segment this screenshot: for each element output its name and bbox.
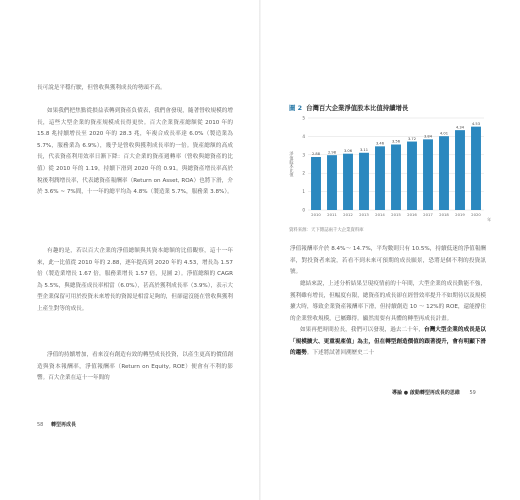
bar [375, 146, 385, 210]
left-paragraph-4: 淨值的持續增加，看來沒有創造有效的轉型成長投資，以產生更高的價值創造與資本報酬率，淨值報酬率（Return on Equity, ROE）便會有不利的影響。百大企業在這十一年間的 [37, 352, 233, 382]
left-page-number: 58 [37, 422, 44, 428]
data-label: 4.53 [471, 121, 481, 126]
x-tick-label: 2015 [391, 212, 401, 217]
data-label: 3.11 [359, 147, 369, 152]
data-label: 3.84 [423, 134, 433, 139]
bar [311, 157, 321, 210]
x-tick-label: 2011 [327, 212, 337, 217]
x-axis-label: 年 [487, 217, 491, 222]
data-label: 2.88 [311, 152, 321, 157]
bar [407, 142, 417, 210]
right-paragraph-3 [290, 325, 486, 360]
x-tick-label: 2020 [471, 212, 481, 217]
x-tick-label: 2013 [359, 212, 369, 217]
right-paragraph-1: 淨值報酬率介於 8.4%～ 14.7%，平均數則只有 10.5%，持續低迷的淨值報酬率，對投資者來說，若看不到未來可預期的成長願景，恐將是個不利的投資訊號。 [290, 246, 486, 276]
figure-title-text: 台灣百大企業淨值股本比值持續增長 [306, 104, 409, 112]
bar [439, 136, 449, 210]
bar [423, 139, 433, 210]
data-label: 3.72 [407, 136, 417, 141]
x-tick-label: 2019 [455, 212, 465, 217]
right-paragraph-3-emphasis: 台灣大型企業的成長是以「規模擴大、更重視產值」為主，但在轉型創造價值的跟著提升，會有明顯下滑的趨勢 [290, 327, 486, 357]
bar [343, 154, 353, 210]
left-paragraph-3: 有趣的是，若以百大企業的淨值總額與其資本總額的比值觀察，這十一年來，此一比值從 2010 年的 2.88，逐年提高到 2020 年的 4.53，增長為 1.57 倍（製造業增長 1.67 倍，服務業增長 1.57 倍，見圖 2）。淨值總額的 CAGR 為 5.5%，與總資產成長率相當（6.0%），甚高於獲利成長率（3.9%），表示大型企業保留可用於投資未來增長的資源是相當足夠的，但卻還沒能在營收與獲利上產生對等的成長。 [37, 248, 233, 312]
bar [391, 144, 401, 210]
y-tick-label: 2 [302, 170, 305, 176]
figure-number: 圖 2 [289, 104, 303, 112]
data-label: 4.01 [439, 131, 449, 136]
left-paragraph-1: 長可說是平穩行駛，但營收與獲利成長的勢頭不高。 [37, 85, 166, 91]
left-paragraph-2: 如果我們把焦點從損益表轉到資產負債表，我們會發現，隨著營收規模的增長，這些大型企業的資產規模成長得更快。百大企業資產總額從 2010 年的 15.8 兆持續增長至 2020 年的 28.3 兆，年複合成長率達 6.0%（製造業為 5.7%，服務業為 6.9%），幾乎是營收與獲利成長率的一倍。資產總額的高成長，代表資產利用效率日漸下降：百大企業的資產週轉率（營收與總資產的比值）從 2010 年的 1.19，持續下滑到 2020 年的 0.91。與總資產增長率高於稅後利潤增長率，代表總資產報酬率（Return on Asset, ROA）也將下滑，介於 3.6% ~ 7%間，十一年的總平均為 4.8%（製造業 5.7%，服務業 3.8%）。 [37, 108, 233, 196]
bar [327, 155, 337, 210]
data-label: 3.56 [391, 139, 401, 144]
bar-chart [286, 112, 494, 226]
data-label: 2.98 [327, 150, 337, 155]
right-running-head: 導論 ● 啟動轉型再成長的思維 [392, 390, 460, 396]
y-tick-label: 0 [302, 207, 305, 213]
right-footer [392, 389, 476, 396]
figure-source: 資料來源：天下雜誌兩千大企業資料庫 [289, 228, 364, 233]
bar [471, 127, 481, 210]
y-tick-label: 4 [302, 133, 305, 139]
y-axis-label: 淨值股本比值 [289, 151, 295, 177]
x-tick-label: 2014 [375, 212, 385, 217]
x-tick-label: 2017 [423, 212, 433, 217]
left-running-head: 轉型再成長 [50, 422, 76, 428]
figure-title [289, 103, 408, 112]
right-paragraph-3-end: 。下述將試著回溯歷史二十 [306, 350, 374, 357]
right-page-number: 59 [469, 390, 476, 396]
left-footer [37, 421, 76, 428]
x-tick-label: 2016 [407, 212, 417, 217]
x-tick-label: 2012 [343, 212, 353, 217]
bar [359, 153, 369, 210]
data-label: 3.06 [343, 148, 353, 153]
y-tick-label: 3 [302, 152, 305, 158]
x-tick-label: 2018 [439, 212, 449, 217]
right-paragraph-3-start: 如果再把時間拉長，我們可以發現，過去二十年， [300, 327, 425, 333]
x-tick-label: 2010 [311, 212, 321, 217]
data-label: 4.34 [455, 125, 465, 130]
y-tick-label: 1 [302, 189, 305, 195]
bar [455, 130, 465, 210]
right-paragraph-2: 總結來說，上述分析結果呈現疫情前的十年間，大型企業的成長動能不強，獲利雖有增長，但幅度有限，總資產的成長卻在經營效率提升不如期待以及規模擴大時，導致企業資產報酬率下滑，但持續創造 10 ～ 12%的 ROE，還能撐住的企業營收規模，已屬難得。顯然需要有具體的轉型再成長計畫。 [290, 281, 486, 322]
y-tick-label: 5 [302, 115, 305, 121]
data-label: 3.46 [375, 141, 385, 146]
